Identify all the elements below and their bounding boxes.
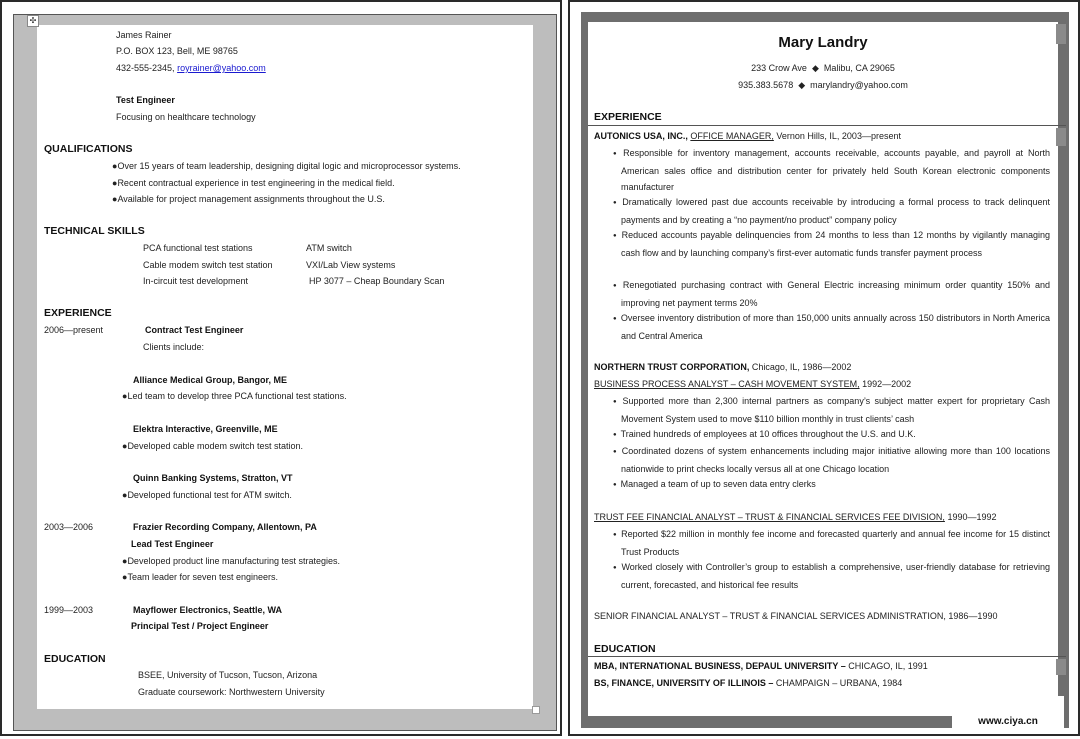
job-bullet: ●Developed product line manufacturing test strategies.	[122, 556, 341, 566]
qualification-item: ●Recent contractual experience in test engineering in the medical field.	[112, 178, 395, 188]
company-line: AUTONICS USA, INC., OFFICE MANAGER, Vernon Hills, IL, 2003—present	[594, 131, 901, 141]
phone: 432-555-2345,	[116, 63, 175, 73]
qualifications-heading: QUALIFICATIONS	[44, 143, 133, 155]
job-role: Lead Test Engineer	[131, 539, 214, 549]
client-bullet: ●Led team to develop three PCA functional test stations.	[122, 391, 347, 401]
divider	[588, 125, 1066, 126]
education-item: BSEE, University of Tucson, Tucson, Arizona	[138, 670, 318, 680]
education-heading: EDUCATION	[44, 653, 106, 665]
email-link[interactable]: royrainer@yahoo.com	[177, 63, 266, 73]
watermark-url: www.ciya.cn	[978, 716, 1038, 727]
qualification-item: ●Available for project management assignments throughout the U.S.	[112, 194, 385, 204]
job-role: Contract Test Engineer	[145, 325, 244, 335]
skill: ATM switch	[306, 243, 352, 253]
experience-heading: EXPERIENCE	[594, 111, 662, 123]
job-dates: 2003—2006	[44, 522, 94, 532]
bullet-item: ● Coordinated dozens of system enhancements including major initiative allowing more than 100 locations nationwide to print checks locally versus all at one Chicago location	[607, 443, 1050, 477]
bullet-item: ● Responsible for inventory management, accounts receivable, accounts payable, and payroll at North American sales office and distribution center for privately held South Korean electronic components manufacturer	[607, 145, 1050, 196]
email[interactable]: marylandry@yahoo.com	[810, 80, 908, 90]
job-role: Principal Test / Project Engineer	[131, 621, 269, 631]
skill: HP 3077 – Cheap Boundary Scan	[309, 276, 445, 286]
address: P.O. BOX 123, Bell, ME 98765	[116, 46, 238, 56]
watermark-logo	[952, 696, 1064, 734]
skill: VXI/Lab View systems	[306, 260, 396, 270]
applicant-name: Mary Landry	[778, 34, 868, 51]
client-bullet: ●Developed cable modem switch test station.	[122, 441, 304, 451]
client-name: Elektra Interactive, Greenville, ME	[133, 424, 278, 434]
bullet-item: ● Renegotiated purchasing contract with General Electric increasing minimum order quantity 150% and improving net payment terms 20%	[607, 277, 1050, 311]
role-line: TRUST FEE FINANCIAL ANALYST – TRUST & FINANCIAL SERVICES FEE DIVISION, 1990—1992	[594, 512, 997, 522]
role-line: BUSINESS PROCESS ANALYST – CASH MOVEMENT SYSTEM, 1992—2002	[594, 379, 912, 389]
job-company: Mayflower Electronics, Seattle, WA	[133, 605, 283, 615]
qualification-item: ●Over 15 years of team leadership, designing digital logic and microprocessor systems.	[112, 161, 461, 171]
job-bullet: ●Team leader for seven test engineers.	[122, 572, 279, 582]
applicant-name: James Rainer	[116, 30, 172, 40]
skill: Cable modem switch test station	[143, 260, 273, 270]
job-dates: 2006—present	[44, 325, 104, 335]
technical-skills-heading: TECHNICAL SKILLS	[44, 225, 145, 237]
bullet-item: ● Managed a team of up to seven data entry clerks	[607, 476, 1050, 494]
contact-line: 935.383.5678 ◆ marylandry@yahoo.com	[738, 80, 908, 90]
page-area	[37, 25, 533, 709]
address-line: 233 Crow Ave ◆ Malibu, CA 29065	[751, 63, 895, 73]
cell-marker	[1056, 128, 1066, 146]
client-name: Alliance Medical Group, Bangor, ME	[133, 375, 288, 385]
bullet-item: ● Dramatically lowered past due accounts receivable by introducing a formal process to track delinquent payments and by creating a “no payment/no product” company policy	[607, 194, 1050, 228]
skill: In-circuit test development	[143, 276, 249, 286]
education-heading: EDUCATION	[594, 643, 656, 655]
clients-note: Clients include:	[143, 342, 205, 352]
bullet-item: ● Reduced accounts payable delinquencies from 24 months to less than 12 months by vigilantly managing cash flow and by launching company’s first-ever automatic funds transfer payment process	[607, 227, 1050, 261]
client-bullet: ●Developed functional test for ATM switch.	[122, 490, 292, 500]
table-resize-handle[interactable]	[532, 706, 540, 714]
job-dates: 1999—2003	[44, 605, 94, 615]
bullet-item: ● Oversee inventory distribution of more than 150,000 units annually across 150 distributors in North America and Central America	[607, 310, 1050, 344]
bullet-item: ● Supported more than 2,300 internal partners as company’s subject matter expert for proprietary Cash Movement System used to move $110 billion monthly in trust clients’ cash	[607, 393, 1050, 427]
company-line: NORTHERN TRUST CORPORATION, Chicago, IL, 1986—2002	[594, 362, 852, 372]
diamond-icon: ◆	[798, 80, 806, 90]
focus: Focusing on healthcare technology	[116, 112, 256, 122]
divider	[588, 656, 1066, 657]
bullet-item: ● Worked closely with Controller’s group to establish a comprehensive, user-friendly database for retrieving current, forecasted, and historical fee results	[607, 559, 1050, 593]
role-line: SENIOR FINANCIAL ANALYST – TRUST & FINANCIAL SERVICES ADMINISTRATION, 1986—1990	[594, 611, 998, 621]
bullet-item: ● Reported $22 million in monthly fee income and forecasted quarterly and annual fee income for 15 distinct Trust Products	[607, 526, 1050, 560]
education-item: Graduate coursework: Northwestern University	[138, 687, 325, 697]
skill: PCA functional test stations	[143, 243, 253, 253]
diamond-icon: ◆	[811, 63, 819, 73]
job-title: Test Engineer	[116, 95, 175, 105]
experience-heading: EXPERIENCE	[44, 307, 112, 319]
job-company: Frazier Recording Company, Allentown, PA	[133, 522, 317, 532]
bullet-item: ● Trained hundreds of employees at 10 offices throughout the U.S. and U.K.	[607, 426, 1050, 444]
cell-marker	[1056, 659, 1066, 675]
table-move-handle-icon[interactable]: ✣	[27, 15, 39, 27]
contact-line	[116, 62, 266, 74]
education-item: MBA, INTERNATIONAL BUSINESS, DEPAUL UNIVERSITY – CHICAGO, IL, 1991	[594, 661, 928, 671]
education-item: BS, FINANCE, UNIVERSITY OF ILLINOIS – CHAMPAIGN – URBANA, 1984	[594, 678, 903, 688]
client-name: Quinn Banking Systems, Stratton, VT	[133, 473, 293, 483]
